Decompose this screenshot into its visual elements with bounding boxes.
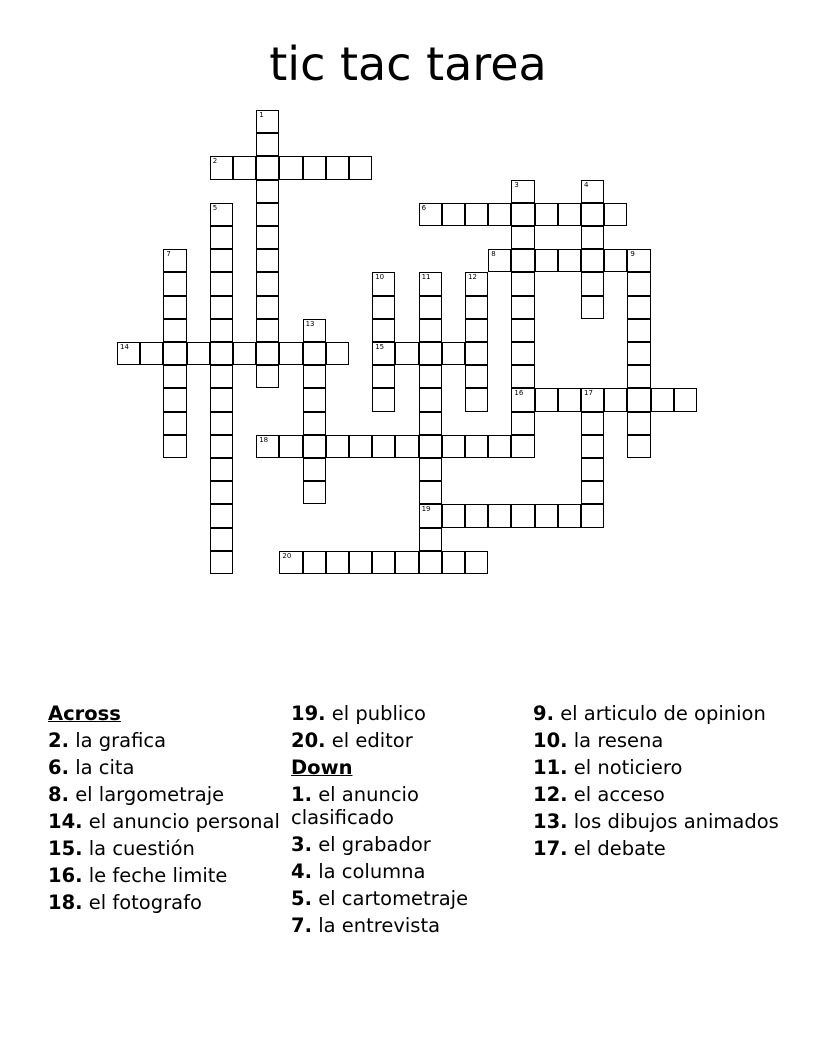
grid-cell[interactable] <box>465 504 488 527</box>
grid-cell[interactable] <box>465 342 488 365</box>
clue-number: 15 <box>375 343 385 351</box>
grid-cell[interactable] <box>488 249 511 272</box>
clue-number: 17 <box>584 389 593 398</box>
clue-column-3 <box>533 702 783 864</box>
grid-cell[interactable] <box>163 249 186 272</box>
grid-cell[interactable] <box>465 365 488 388</box>
grid-cell[interactable] <box>627 435 650 458</box>
grid-cell[interactable] <box>140 342 163 365</box>
grid-cell[interactable] <box>465 388 488 411</box>
grid-cell[interactable] <box>210 551 233 574</box>
grid-cell[interactable] <box>465 203 488 226</box>
grid-cell[interactable] <box>210 156 233 179</box>
grid-cell[interactable] <box>210 203 233 226</box>
grid-cell[interactable] <box>581 412 604 435</box>
grid-cell[interactable] <box>511 504 534 527</box>
grid-cell[interactable] <box>419 458 442 481</box>
down-heading: Down <box>291 756 353 779</box>
grid-cell[interactable] <box>210 412 233 435</box>
grid-cell[interactable] <box>581 226 604 249</box>
grid-cell[interactable] <box>279 551 302 574</box>
grid-cell[interactable] <box>303 319 326 342</box>
clue-across-14: 14. el anuncio personal <box>48 810 280 833</box>
clue-down-10: 10. la resena <box>533 729 664 752</box>
grid-cell[interactable] <box>511 272 534 295</box>
grid-cell[interactable] <box>604 203 627 226</box>
grid-cell[interactable] <box>256 365 279 388</box>
grid-cell[interactable] <box>511 203 534 226</box>
grid-cell[interactable] <box>326 342 349 365</box>
clue-number: 14 <box>120 343 129 351</box>
grid-cell[interactable] <box>465 272 488 295</box>
grid-cell[interactable] <box>256 203 279 226</box>
grid-cell[interactable] <box>349 435 372 458</box>
grid-cell[interactable] <box>210 226 233 249</box>
grid-cell[interactable] <box>465 296 488 319</box>
grid-cell[interactable] <box>511 388 534 411</box>
grid-cell[interactable] <box>604 249 627 272</box>
clue-down-9: 9. el articulo de opinion <box>533 702 766 725</box>
clue-down-11: 11. el noticiero <box>533 756 683 779</box>
clue-number: 19 <box>421 505 431 514</box>
grid-cell[interactable] <box>279 435 302 458</box>
grid-cell[interactable] <box>511 319 534 342</box>
grid-cell[interactable] <box>535 203 558 226</box>
clue-number: 1 <box>259 111 264 119</box>
grid-cell[interactable] <box>256 342 279 365</box>
clue-column-1 <box>48 702 280 918</box>
grid-cell[interactable] <box>419 504 442 527</box>
grid-cell[interactable] <box>511 342 534 365</box>
clue-number: 12 <box>468 273 477 282</box>
grid-cell[interactable] <box>163 342 186 365</box>
grid-cell[interactable] <box>303 156 326 179</box>
clue-number: 2 <box>212 157 218 166</box>
grid-cell[interactable] <box>395 342 418 365</box>
across-heading: Across <box>48 702 121 725</box>
grid-cell[interactable] <box>210 481 233 504</box>
grid-cell[interactable] <box>210 342 233 365</box>
clue-down-3: 3. el grabador <box>291 833 431 856</box>
grid-cell[interactable] <box>511 296 534 319</box>
clue-number: 4 <box>584 180 589 189</box>
grid-cell[interactable] <box>627 296 650 319</box>
grid-cell[interactable] <box>488 504 511 527</box>
clue-down-13: 13. los dibujos animados <box>533 810 779 833</box>
grid-cell[interactable] <box>210 458 233 481</box>
grid-cell[interactable] <box>651 388 674 411</box>
grid-cell[interactable] <box>581 504 604 527</box>
grid-cell[interactable] <box>419 388 442 411</box>
clue-number: 20 <box>282 551 292 560</box>
grid-cell[interactable] <box>163 388 186 411</box>
grid-cell[interactable] <box>326 435 349 458</box>
grid-cell[interactable] <box>395 551 418 574</box>
clue-down-12: 12. el acceso <box>533 783 665 806</box>
grid-cell[interactable] <box>511 412 534 435</box>
clue-number: 3 <box>514 180 519 189</box>
grid-cell[interactable] <box>256 133 279 156</box>
grid-cell[interactable] <box>372 296 395 319</box>
grid-cell[interactable] <box>581 180 604 203</box>
grid-cell[interactable] <box>465 435 488 458</box>
grid-cell[interactable] <box>604 388 627 411</box>
grid-cell[interactable] <box>419 528 442 551</box>
grid-cell[interactable] <box>419 551 442 574</box>
grid-cell[interactable] <box>442 435 465 458</box>
grid-cell[interactable] <box>233 156 256 179</box>
grid-cell[interactable] <box>372 272 395 295</box>
clue-down-7: 7. la entrevista <box>291 914 441 937</box>
clue-number: 5 <box>212 203 218 212</box>
grid-cell[interactable] <box>558 504 581 527</box>
grid-cell[interactable] <box>535 249 558 272</box>
clue-number: 13 <box>305 319 315 328</box>
grid-cell[interactable] <box>581 272 604 295</box>
clue-down-1: 1. el anuncio clasificado <box>291 783 419 829</box>
grid-cell[interactable] <box>210 249 233 272</box>
grid-cell[interactable] <box>581 481 604 504</box>
clue-across-18: 18. el fotografo <box>48 891 202 914</box>
grid-cell[interactable] <box>372 551 395 574</box>
grid-cell[interactable] <box>488 435 511 458</box>
clue-down-5: 5. el cartometraje <box>291 887 469 910</box>
grid-cell[interactable] <box>581 249 604 272</box>
grid-cell[interactable] <box>558 249 581 272</box>
grid-cell[interactable] <box>581 388 604 411</box>
grid-cell[interactable] <box>395 435 418 458</box>
grid-cell[interactable] <box>210 319 233 342</box>
grid-cell[interactable] <box>372 388 395 411</box>
grid-cell[interactable] <box>419 342 442 365</box>
grid-cell[interactable] <box>442 342 465 365</box>
grid-cell[interactable] <box>442 504 465 527</box>
grid-cell[interactable] <box>627 342 650 365</box>
grid-cell[interactable] <box>511 226 534 249</box>
grid-cell[interactable] <box>419 435 442 458</box>
grid-cell[interactable] <box>210 435 233 458</box>
grid-cell[interactable] <box>163 412 186 435</box>
grid-cell[interactable] <box>210 365 233 388</box>
grid-cell[interactable] <box>581 435 604 458</box>
grid-cell[interactable] <box>163 296 186 319</box>
grid-cell[interactable] <box>303 342 326 365</box>
grid-cell[interactable] <box>581 296 604 319</box>
grid-cell[interactable] <box>326 551 349 574</box>
grid-cell[interactable] <box>627 365 650 388</box>
grid-cell[interactable] <box>535 504 558 527</box>
grid-cell[interactable] <box>581 203 604 226</box>
grid-cell[interactable] <box>627 249 650 272</box>
grid-cell[interactable] <box>210 504 233 527</box>
grid-cell[interactable] <box>256 156 279 179</box>
grid-cell[interactable] <box>303 435 326 458</box>
grid-cell[interactable] <box>256 226 279 249</box>
clue-number: 10 <box>375 273 385 282</box>
clue-across-15: 15. la cuestión <box>48 837 195 860</box>
grid-cell[interactable] <box>303 388 326 411</box>
clue-number: 8 <box>491 250 496 259</box>
grid-cell[interactable] <box>163 272 186 295</box>
grid-cell[interactable] <box>256 249 279 272</box>
grid-cell[interactable] <box>419 365 442 388</box>
grid-cell[interactable] <box>163 319 186 342</box>
grid-cell[interactable] <box>511 249 534 272</box>
grid-cell[interactable] <box>372 435 395 458</box>
grid-cell[interactable] <box>511 365 534 388</box>
clue-across-16: 16. le feche limite <box>48 864 228 887</box>
grid-cell[interactable] <box>233 342 256 365</box>
clue-across-19: 19. el publico <box>291 702 426 725</box>
grid-cell[interactable] <box>372 319 395 342</box>
grid-cell[interactable] <box>419 412 442 435</box>
grid-cell[interactable] <box>326 156 349 179</box>
grid-cell[interactable] <box>256 180 279 203</box>
grid-cell[interactable] <box>210 272 233 295</box>
grid-cell[interactable] <box>303 458 326 481</box>
clue-down-17: 17. el debate <box>533 837 666 860</box>
clue-across-2: 2. la grafica <box>48 729 167 752</box>
clue-across-8: 8. el largometraje <box>48 783 225 806</box>
clue-number: 6 <box>421 203 427 212</box>
grid-cell[interactable] <box>535 388 558 411</box>
grid-cell[interactable] <box>372 342 395 365</box>
grid-cell[interactable] <box>511 435 534 458</box>
grid-cell[interactable] <box>465 551 488 574</box>
grid-cell[interactable] <box>465 319 488 342</box>
grid-cell[interactable] <box>163 435 186 458</box>
grid-cell[interactable] <box>558 203 581 226</box>
grid-cell[interactable] <box>279 156 302 179</box>
grid-cell[interactable] <box>256 319 279 342</box>
grid-cell[interactable] <box>419 319 442 342</box>
clue-number: 11 <box>421 273 431 282</box>
grid-cell[interactable] <box>419 203 442 226</box>
grid-cell[interactable] <box>627 319 650 342</box>
grid-cell[interactable] <box>303 365 326 388</box>
grid-cell[interactable] <box>442 203 465 226</box>
clue-column-2 <box>291 702 523 941</box>
grid-cell[interactable] <box>117 342 140 365</box>
grid-cell[interactable] <box>372 365 395 388</box>
grid-cell[interactable] <box>419 272 442 295</box>
grid-cell[interactable] <box>419 296 442 319</box>
clue-number: 9 <box>630 250 635 259</box>
clue-across-20: 20. el editor <box>291 729 413 752</box>
grid-cell[interactable] <box>581 458 604 481</box>
grid-cell[interactable] <box>187 342 210 365</box>
grid-cell[interactable] <box>674 388 697 411</box>
clue-down-4: 4. la columna <box>291 860 426 883</box>
grid-cell[interactable] <box>163 365 186 388</box>
grid-cell[interactable] <box>256 435 279 458</box>
clue-number: 7 <box>166 250 171 259</box>
clue-across-6: 6. la cita <box>48 756 135 779</box>
grid-cell[interactable] <box>511 180 534 203</box>
grid-cell[interactable] <box>279 342 302 365</box>
grid-cell[interactable] <box>210 528 233 551</box>
grid-cell[interactable] <box>442 551 465 574</box>
grid-cell[interactable] <box>349 551 372 574</box>
grid-cell[interactable] <box>349 156 372 179</box>
grid-cell[interactable] <box>210 296 233 319</box>
grid-cell[interactable] <box>303 412 326 435</box>
grid-cell[interactable] <box>256 272 279 295</box>
grid-cell[interactable] <box>210 388 233 411</box>
grid-cell[interactable] <box>303 551 326 574</box>
grid-cell[interactable] <box>627 412 650 435</box>
grid-cell[interactable] <box>419 481 442 504</box>
puzzle-title: tic tac tarea <box>269 37 547 91</box>
grid-cell[interactable] <box>488 203 511 226</box>
grid-cell[interactable] <box>627 388 650 411</box>
grid-cell[interactable] <box>558 388 581 411</box>
clue-number: 18 <box>259 435 269 444</box>
grid-cell[interactable] <box>303 481 326 504</box>
grid-cell[interactable] <box>256 296 279 319</box>
grid-cell[interactable] <box>627 272 650 295</box>
clue-number: 16 <box>514 389 524 398</box>
grid-cell[interactable] <box>256 110 279 133</box>
